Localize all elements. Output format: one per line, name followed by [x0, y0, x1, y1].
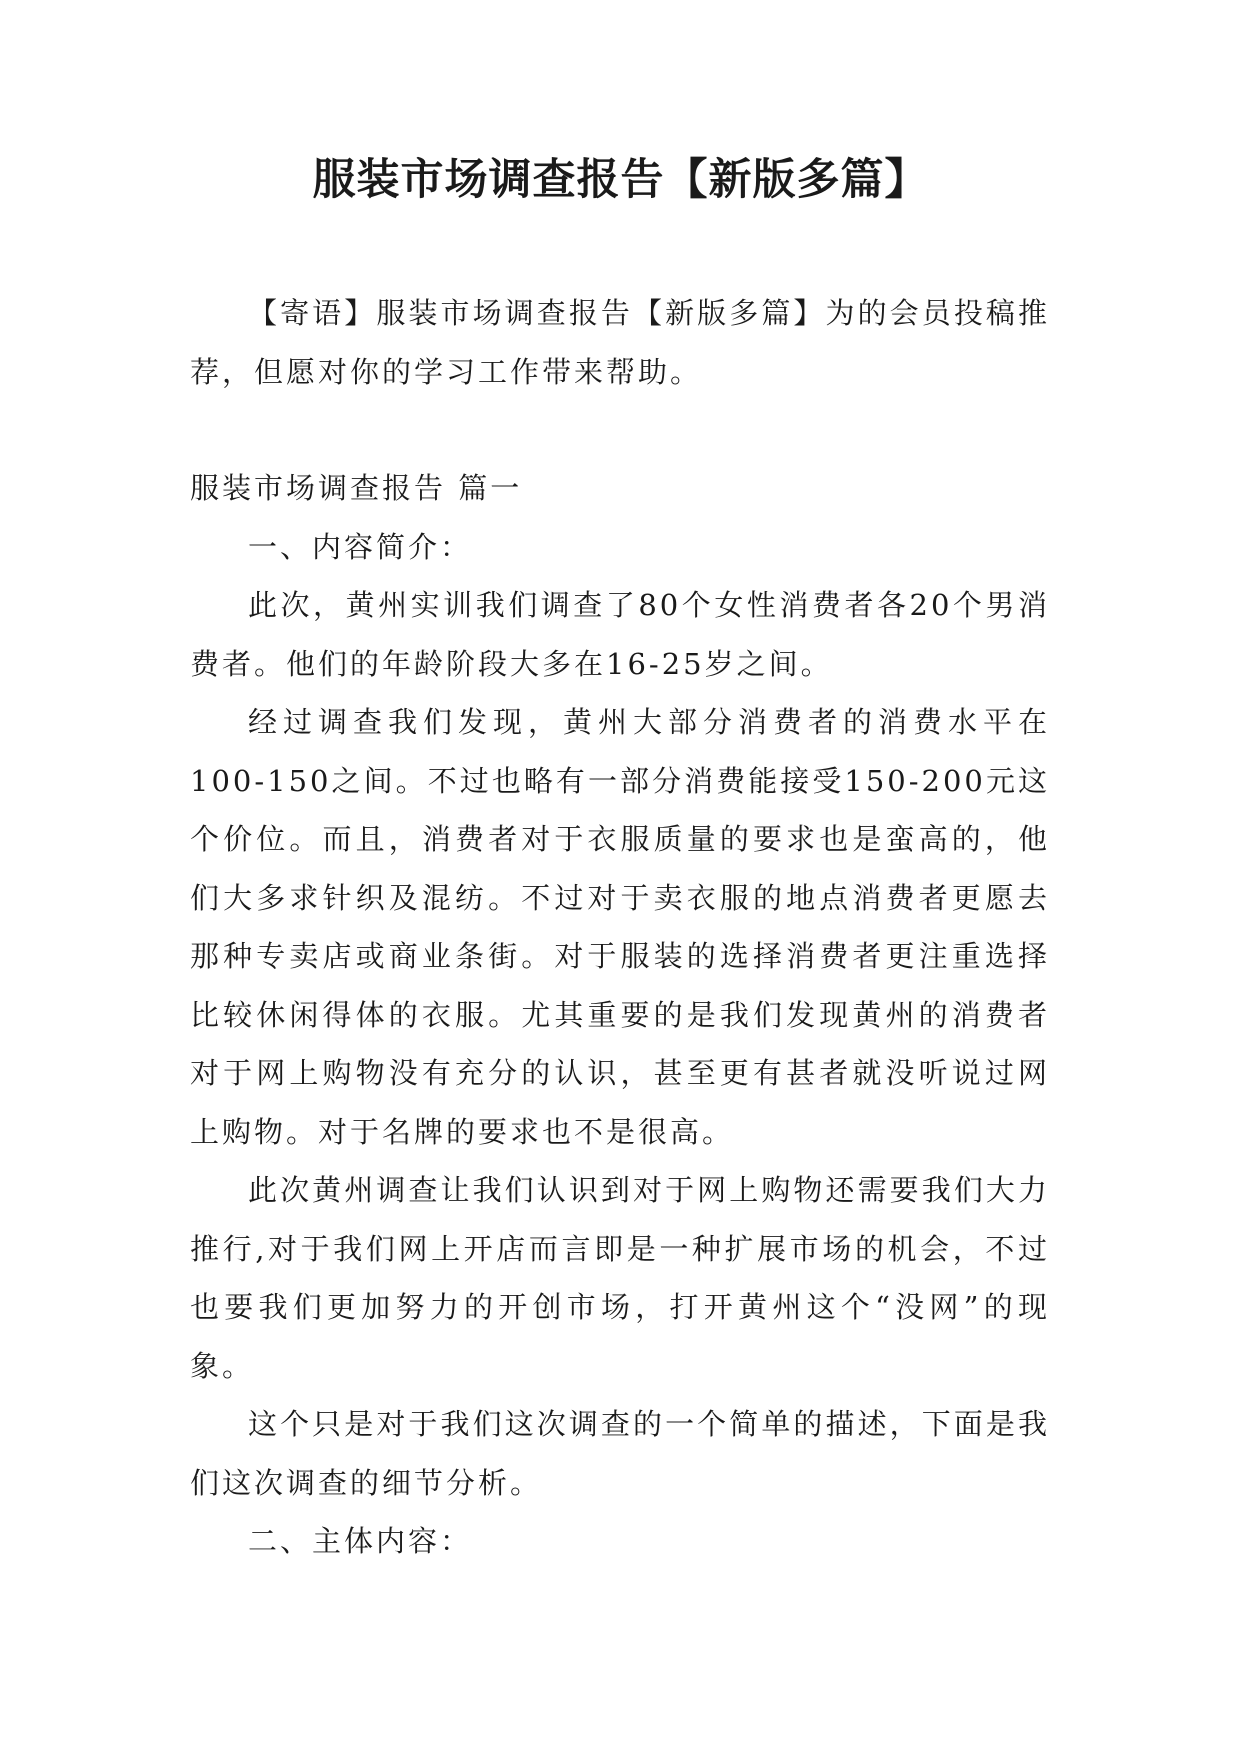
section-heading: 服装市场调查报告 篇一 — [190, 471, 523, 505]
paragraph: 经过调查我们发现，黄州大部分消费者的消费水平在100-150之间。不过也略有一部分消费能接受150-200元这个价位。而且，消费者对于衣服质量的要求也是蛮高的，他们大多求针织及混纺。不过对于卖衣服的地点消费者更愿去那种专卖店或商业条街。对于服装的选择消费者更注重选择比较休闲得体的衣服。尤其重要的是我们发现黄州的消费者对于网上购物没有充分的认识，甚至更有甚者就没听说过网上购物。对于名牌的要求也不是很高。 — [190, 705, 1050, 1149]
spacer — [190, 401, 1050, 459]
preface-paragraph: 【寄语】服装市场调查报告【新版多篇】为的会员投稿推荐，但愿对你的学习工作带来帮助。 — [190, 296, 1050, 389]
subheading-intro: 一、内容简介： — [248, 529, 473, 564]
paragraph: 这个只是对于我们这次调查的一个简单的描述，下面是我们这次调查的细节分析。 — [190, 1407, 1050, 1500]
paragraph: 此次，黄州实训我们调查了80个女性消费者各20个男消费者。他们的年龄阶段大多在16-25岁之间。 — [190, 588, 1050, 681]
paragraph: 此次黄州调查让我们认识到对于网上购物还需要我们大力推行,对于我们网上开店而言即是一种扩展市场的机会，不过也要我们更加努力的开创市场，打开黄州这个“没网”的现象。 — [190, 1173, 1050, 1383]
document-title: 服装市场调查报告【新版多篇】 — [312, 155, 929, 205]
document-body — [190, 284, 1050, 1571]
subheading-main: 二、主体内容： — [248, 1524, 473, 1558]
